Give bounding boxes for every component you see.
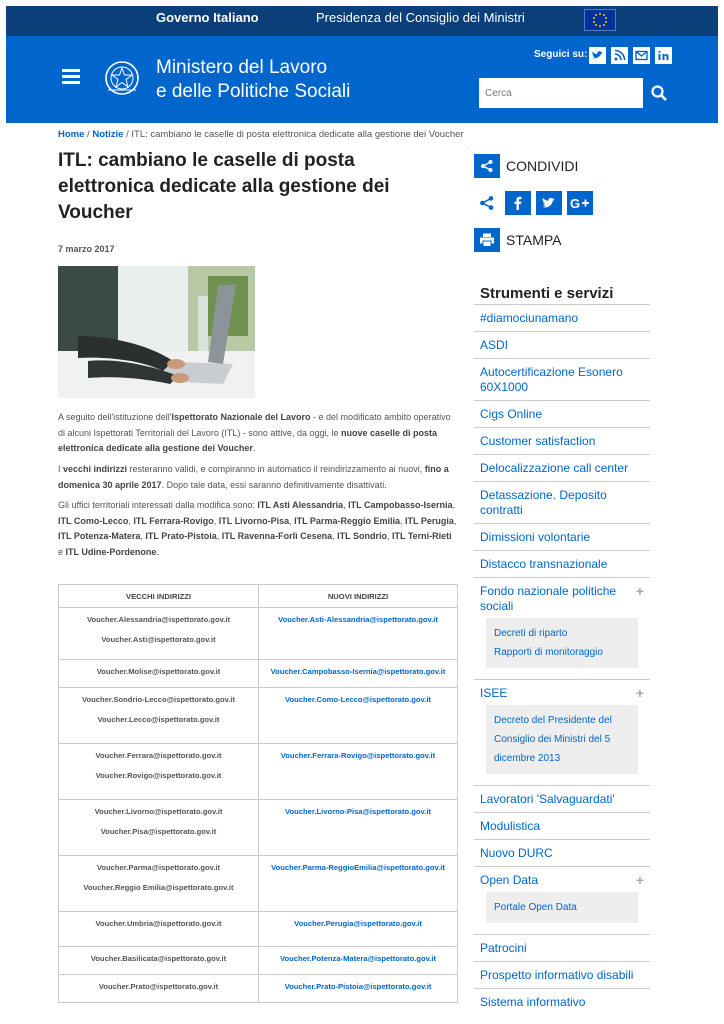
old-address: Voucher.Parma@ispettorato.gov.it bbox=[96, 863, 221, 872]
old-address: Voucher.Lecco@ispettorato.gov.it bbox=[97, 715, 220, 724]
text-segment: , bbox=[453, 515, 457, 526]
old-address-cell bbox=[59, 856, 259, 912]
print-label: STAMPA bbox=[506, 232, 562, 248]
tool-item-label: Customer satisfaction bbox=[480, 434, 596, 448]
tool-item-label: Fondo nazionale politiche sociali bbox=[480, 584, 617, 613]
tool-item-label: ISEE bbox=[480, 686, 508, 700]
old-address-cell bbox=[59, 608, 259, 660]
tool-item-label: Autocertificazione Esonero 60X1000 bbox=[480, 365, 623, 394]
expand-plus-icon[interactable]: + bbox=[635, 583, 644, 599]
tool-item-label: Lavoratori 'Salvaguardati' bbox=[480, 792, 615, 806]
table-row bbox=[59, 800, 458, 856]
voucher-address-table bbox=[58, 584, 458, 1003]
tool-item[interactable] bbox=[474, 812, 650, 839]
text-segment: ITL Potenza-Matera bbox=[58, 531, 141, 541]
share-icon[interactable] bbox=[474, 191, 500, 215]
table-row bbox=[59, 608, 458, 660]
top-bar bbox=[6, 6, 718, 36]
tool-item[interactable] bbox=[474, 550, 650, 577]
rss-icon[interactable] bbox=[611, 47, 628, 64]
tool-item[interactable] bbox=[474, 679, 650, 785]
eu-flag-icon bbox=[584, 9, 616, 31]
new-address-cell bbox=[259, 975, 458, 1003]
tool-item[interactable] bbox=[474, 454, 650, 481]
text-segment: . bbox=[252, 443, 256, 453]
tool-item[interactable] bbox=[474, 331, 650, 358]
text-segment: ITL Livorno-Pisa bbox=[218, 515, 290, 526]
tool-item-label: Prospetto informativo disabili bbox=[480, 968, 634, 982]
article-photo bbox=[58, 266, 255, 398]
old-address: Voucher.Rovigo@ispettorato.gov.it bbox=[95, 771, 222, 780]
article-date: 7 marzo 2017 bbox=[58, 244, 115, 254]
email-icon[interactable] bbox=[633, 47, 650, 64]
new-address-link[interactable]: Voucher.Como-Lecco@ispettorato.gov.it bbox=[285, 695, 431, 704]
search-button[interactable] bbox=[645, 78, 673, 108]
text-segment: , bbox=[332, 531, 338, 541]
new-address-link[interactable]: Voucher.Prato-Pistoia@ispettorato.gov.it bbox=[284, 982, 432, 991]
tool-item-label: Sistema informativo bbox=[480, 995, 586, 1009]
tool-submenu bbox=[486, 892, 638, 923]
linkedin-icon[interactable] bbox=[655, 47, 672, 64]
text-segment: ITL Sondrio bbox=[337, 531, 387, 541]
tools-title: Strumenti e servizi bbox=[480, 285, 614, 302]
text-segment: ITL Perugia bbox=[404, 515, 454, 526]
old-address: Voucher.Livorno@ispettorato.gov.it bbox=[94, 807, 223, 816]
search-icon bbox=[650, 84, 668, 102]
old-address: Voucher.Basilicata@ispettorato.gov.it bbox=[90, 954, 227, 963]
tools-list bbox=[474, 304, 650, 1015]
old-address: Voucher.Umbria@ispettorato.gov.it bbox=[95, 919, 222, 928]
breadcrumb bbox=[58, 129, 464, 140]
table-header-new: NUOVI INDIRIZZI bbox=[259, 585, 458, 608]
text-segment: , bbox=[386, 531, 392, 541]
follow-label: Seguici su: bbox=[534, 49, 588, 60]
expand-plus-icon[interactable]: + bbox=[635, 872, 644, 888]
tool-item-label: Distacco transnazionale bbox=[480, 557, 608, 571]
old-address-cell bbox=[59, 975, 259, 1003]
tool-item[interactable] bbox=[474, 577, 650, 679]
old-address: Voucher.Pisa@ispettorato.gov.it bbox=[100, 827, 217, 836]
text-segment: ITL Campobasso-Isernia bbox=[348, 500, 453, 510]
new-address-link[interactable]: Voucher.Potenza-Matera@ispettorato.gov.it bbox=[279, 954, 437, 963]
old-address: Voucher.Alessandria@ispettorato.gov.it bbox=[87, 615, 230, 624]
text-segment: , bbox=[216, 531, 222, 541]
table-row bbox=[59, 856, 458, 912]
old-address-cell bbox=[59, 660, 259, 688]
table-row bbox=[59, 975, 458, 1003]
new-address-link[interactable]: Voucher.Livorno-Pisa@ispettorato.gov.it bbox=[285, 807, 431, 816]
tool-item[interactable] bbox=[474, 961, 650, 988]
old-address: Voucher.Reggio Emilia@ispettorato.gov.it bbox=[83, 883, 234, 892]
new-address-cell bbox=[259, 800, 458, 856]
article-paragraph-2 bbox=[58, 462, 458, 493]
text-segment: I bbox=[58, 464, 64, 474]
tool-subitem[interactable]: Portale Open Data bbox=[494, 902, 577, 913]
svg-text:G: G bbox=[570, 196, 581, 210]
text-segment: ITL Asti Alessandria bbox=[257, 500, 344, 510]
breadcrumb-sep: / bbox=[84, 129, 93, 140]
share-label: CONDIVIDI bbox=[506, 158, 579, 174]
tool-item-label: Delocalizzazione call center bbox=[480, 461, 629, 475]
new-address-cell bbox=[259, 856, 458, 912]
print-control[interactable] bbox=[474, 228, 562, 252]
text-segment: ITL Terni-Rieti bbox=[392, 531, 452, 541]
new-address-link[interactable]: Voucher.Ferrara-Rovigo@ispettorato.gov.it bbox=[280, 751, 436, 760]
new-address-cell bbox=[259, 688, 458, 744]
tool-item-label: Detassazione. Deposito contratti bbox=[480, 488, 607, 517]
old-address: Voucher.Sondrio-Lecco@ispettorato.gov.it bbox=[81, 695, 236, 704]
tool-item[interactable] bbox=[474, 523, 650, 550]
text-segment: , bbox=[452, 500, 456, 510]
table-row bbox=[59, 912, 458, 947]
table-row bbox=[59, 744, 458, 800]
breadcrumb-news[interactable]: Notizie bbox=[92, 129, 124, 140]
text-segment: A seguito dell'istituzione dell' bbox=[58, 412, 172, 422]
breadcrumb-home[interactable]: Home bbox=[58, 129, 85, 140]
tool-item-label: Cigs Online bbox=[480, 407, 543, 421]
ministry-title-line1: Ministero del Lavoro bbox=[156, 57, 328, 78]
google-plus-icon[interactable] bbox=[567, 191, 593, 215]
new-address-link[interactable]: Voucher.Asti-Alessandria@ispettorato.gov.it bbox=[278, 615, 438, 624]
site-header bbox=[6, 36, 718, 123]
tool-item[interactable] bbox=[474, 866, 650, 934]
new-address-cell bbox=[259, 912, 458, 947]
menu-icon[interactable] bbox=[62, 69, 80, 85]
presidenza-link[interactable]: Presidenza del Consiglio dei Ministri bbox=[316, 10, 525, 25]
text-segment: nuove caselle di posta elettronica dedicate alla gestione dei Voucher bbox=[58, 427, 438, 453]
tool-item[interactable] bbox=[474, 988, 650, 1015]
governo-italiano-link[interactable]: Governo Italiano bbox=[156, 10, 259, 25]
table-header-old: VECCHI INDIRIZZI bbox=[59, 585, 259, 608]
text-segment: ITL Parma-Reggio Emilia bbox=[294, 515, 400, 526]
republic-emblem-icon bbox=[103, 58, 141, 98]
old-address: Voucher.Prato@ispettorato.gov.it bbox=[98, 982, 219, 991]
twitter-share-icon[interactable] bbox=[536, 191, 562, 215]
tool-item[interactable] bbox=[474, 785, 650, 812]
breadcrumb-sep: / bbox=[123, 129, 132, 140]
old-address-cell bbox=[59, 947, 259, 975]
search-input[interactable] bbox=[479, 78, 643, 108]
text-segment: Gli uffici territoriali interessati dalla modifica sono: bbox=[58, 500, 258, 510]
article-title: ITL: cambiano le caselle di posta elettronica dedicate alla gestione dei Voucher bbox=[58, 150, 390, 223]
breadcrumb-current: ITL: cambiano le caselle di posta elettronica dedicate alla gestione dei Voucher bbox=[131, 129, 464, 140]
old-address: Voucher.Ferrara@ispettorato.gov.it bbox=[95, 751, 222, 760]
text-segment: ITL Ferrara-Rovigo bbox=[133, 515, 214, 526]
text-segment: vecchi indirizzi bbox=[63, 464, 128, 474]
new-address-link[interactable]: Voucher.Campobasso-Isernia@ispettorato.gov.it bbox=[270, 667, 446, 676]
tool-item[interactable] bbox=[474, 427, 650, 454]
old-address: Voucher.Molise@ispettorato.gov.it bbox=[96, 667, 221, 676]
old-address-cell bbox=[59, 800, 259, 856]
table-row bbox=[59, 660, 458, 688]
share-icons bbox=[474, 191, 593, 215]
tool-subitem[interactable]: Rapporti di monitoraggio bbox=[494, 647, 603, 658]
tool-submenu bbox=[486, 618, 638, 668]
expand-plus-icon[interactable]: + bbox=[635, 685, 644, 701]
new-address-cell bbox=[259, 744, 458, 800]
tool-submenu bbox=[486, 705, 638, 774]
old-address-cell bbox=[59, 744, 259, 800]
ministry-title[interactable] bbox=[156, 56, 350, 104]
old-address: Voucher.Asti@ispettorato.gov.it bbox=[101, 635, 216, 644]
share-control[interactable] bbox=[474, 154, 578, 178]
text-segment: ITL Prato-Pistoia bbox=[145, 531, 217, 541]
text-segment: , bbox=[399, 515, 405, 526]
tool-item-label: Dimissioni volontarie bbox=[480, 530, 591, 544]
table-row bbox=[59, 947, 458, 975]
tool-item-label: Open Data bbox=[480, 873, 539, 887]
new-address-cell bbox=[259, 947, 458, 975]
print-icon bbox=[474, 228, 500, 252]
text-segment: . Dopo tale data, essi saranno definitivamente disattivati. bbox=[161, 479, 387, 490]
tool-item[interactable] bbox=[474, 358, 650, 400]
article-paragraph-3 bbox=[58, 498, 458, 560]
twitter-icon[interactable] bbox=[589, 47, 606, 64]
new-address-link[interactable]: Voucher.Perugia@ispettorato.gov.it bbox=[294, 919, 422, 928]
table-row bbox=[59, 688, 458, 744]
old-address-cell bbox=[59, 688, 259, 744]
new-address-link[interactable]: Voucher.Parma-ReggioEmilia@ispettorato.gov.it bbox=[271, 863, 445, 872]
share-icon bbox=[474, 154, 500, 178]
text-segment: , bbox=[140, 531, 146, 541]
old-address-cell bbox=[59, 912, 259, 947]
tool-item[interactable] bbox=[474, 481, 650, 523]
tool-item-label: ASDI bbox=[480, 338, 509, 352]
new-address-cell bbox=[259, 660, 458, 688]
tool-subitem[interactable]: Decreti di riparto bbox=[494, 628, 568, 639]
text-segment: ITL Como-Lecco bbox=[58, 515, 129, 526]
tool-item-label: Modulistica bbox=[480, 819, 541, 833]
text-segment: ITL Ravenna-Forlì Cesena bbox=[221, 531, 333, 541]
text-segment: , bbox=[343, 500, 349, 510]
article-paragraph-1 bbox=[58, 410, 458, 457]
new-address-cell bbox=[259, 608, 458, 660]
tool-subitem[interactable]: Decreto del Presidente del Consiglio dei Ministri del 5 dicembre 2013 bbox=[494, 715, 612, 764]
facebook-icon[interactable] bbox=[505, 191, 531, 215]
text-segment: , bbox=[289, 515, 295, 526]
tool-item-label: Patrocini bbox=[480, 941, 527, 955]
text-segment: resteranno validi, e compiranno in automatico il reindirizzamento ai nuovi, bbox=[127, 464, 425, 474]
text-segment: - e del modificato ambito operativo di alcuni Ispettorati Territoriali del Lavoro (ITL) - sono attive, da oggi, le bbox=[58, 412, 451, 438]
text-segment: , bbox=[128, 515, 134, 526]
ministry-title-line2: e delle Politiche Sociali bbox=[156, 81, 351, 102]
tool-item[interactable] bbox=[474, 400, 650, 427]
tool-item[interactable] bbox=[474, 839, 650, 866]
text-segment: . bbox=[156, 546, 159, 557]
text-segment: ITL Udine-Pordenone bbox=[65, 546, 157, 557]
tool-item[interactable] bbox=[474, 304, 650, 331]
tool-item-label: Nuovo DURC bbox=[480, 846, 553, 860]
tool-item[interactable] bbox=[474, 934, 650, 961]
text-segment: e bbox=[58, 546, 66, 557]
text-segment: Ispettorato Nazionale del Lavoro bbox=[171, 412, 311, 422]
tool-item-label: #diamociunamano bbox=[480, 311, 579, 325]
text-segment: fino a domenica 30 aprile 2017 bbox=[58, 464, 449, 490]
text-segment: , bbox=[213, 515, 219, 526]
